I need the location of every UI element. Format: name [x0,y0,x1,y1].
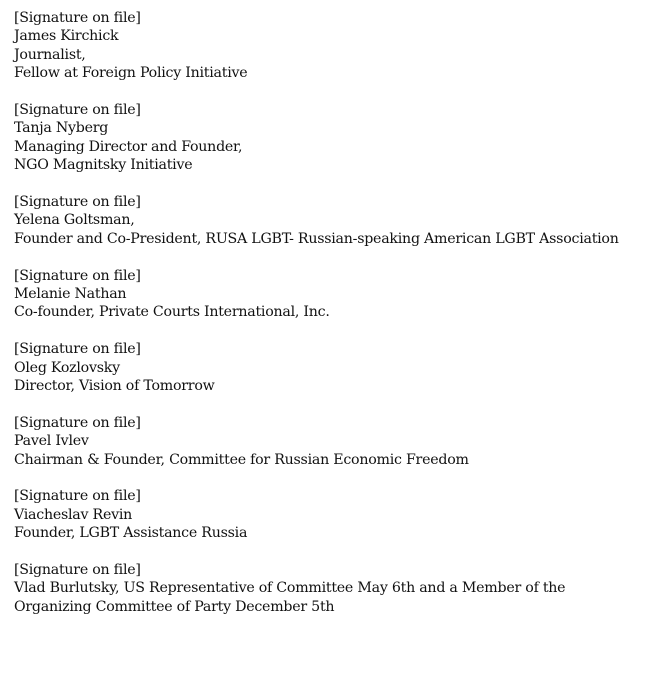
signatory-block [14,193,644,248]
signature-placeholder: [Signature on file] [14,341,141,358]
signatory-block [14,561,644,616]
signature-placeholder: [Signature on file] [14,194,141,211]
signatory-name: Oleg Kozlovsky [14,359,120,376]
signatory-title: Director, Vision of Tomorrow [14,378,215,395]
signatory-block [14,487,644,542]
signatory-title: Journalist, [14,46,86,63]
signatory-block [14,340,644,395]
signature-placeholder: [Signature on file] [14,267,141,284]
signatory-title: Fellow at Foreign Policy Initiative [14,65,248,82]
signatory-name: James Kirchick [14,28,119,45]
signatory-title: Founder, LGBT Assistance Russia [14,525,248,542]
signatory-name: Viacheslav Revin [14,506,133,523]
signature-placeholder: [Signature on file] [14,102,141,119]
signatory-block [14,414,644,469]
signature-placeholder: [Signature on file] [14,488,141,505]
signatories-list [14,9,644,635]
signatory-title: Founder and Co-President, RUSA LGBT- Russian-speaking American LGBT Association [14,230,619,247]
signatory-title: Chairman & Founder, Committee for Russian Economic Freedom [14,451,469,468]
signatory-block [14,9,644,83]
signatory-title: NGO Magnitsky Initiative [14,157,193,174]
signatory-name: Tanja Nyberg [14,120,109,137]
signatory-title: Managing Director and Founder, [14,138,243,155]
signatory-name: Pavel Ivlev [14,433,89,450]
signatory-name: Yelena Goltsman, [14,212,135,229]
signatory-block [14,267,644,322]
signature-placeholder: [Signature on file] [14,10,141,26]
signature-placeholder: [Signature on file] [14,562,141,579]
signatory-title: Co-founder, Private Courts International, Inc. [14,304,330,321]
signatory-name: Melanie Nathan [14,286,127,303]
signatory-block [14,101,644,175]
signature-placeholder: [Signature on file] [14,414,141,431]
signatory-name: Vlad Burlutsky, US Representative of Committee May 6th and a Member of the Organizing Committee of Party December 5th [14,580,566,615]
